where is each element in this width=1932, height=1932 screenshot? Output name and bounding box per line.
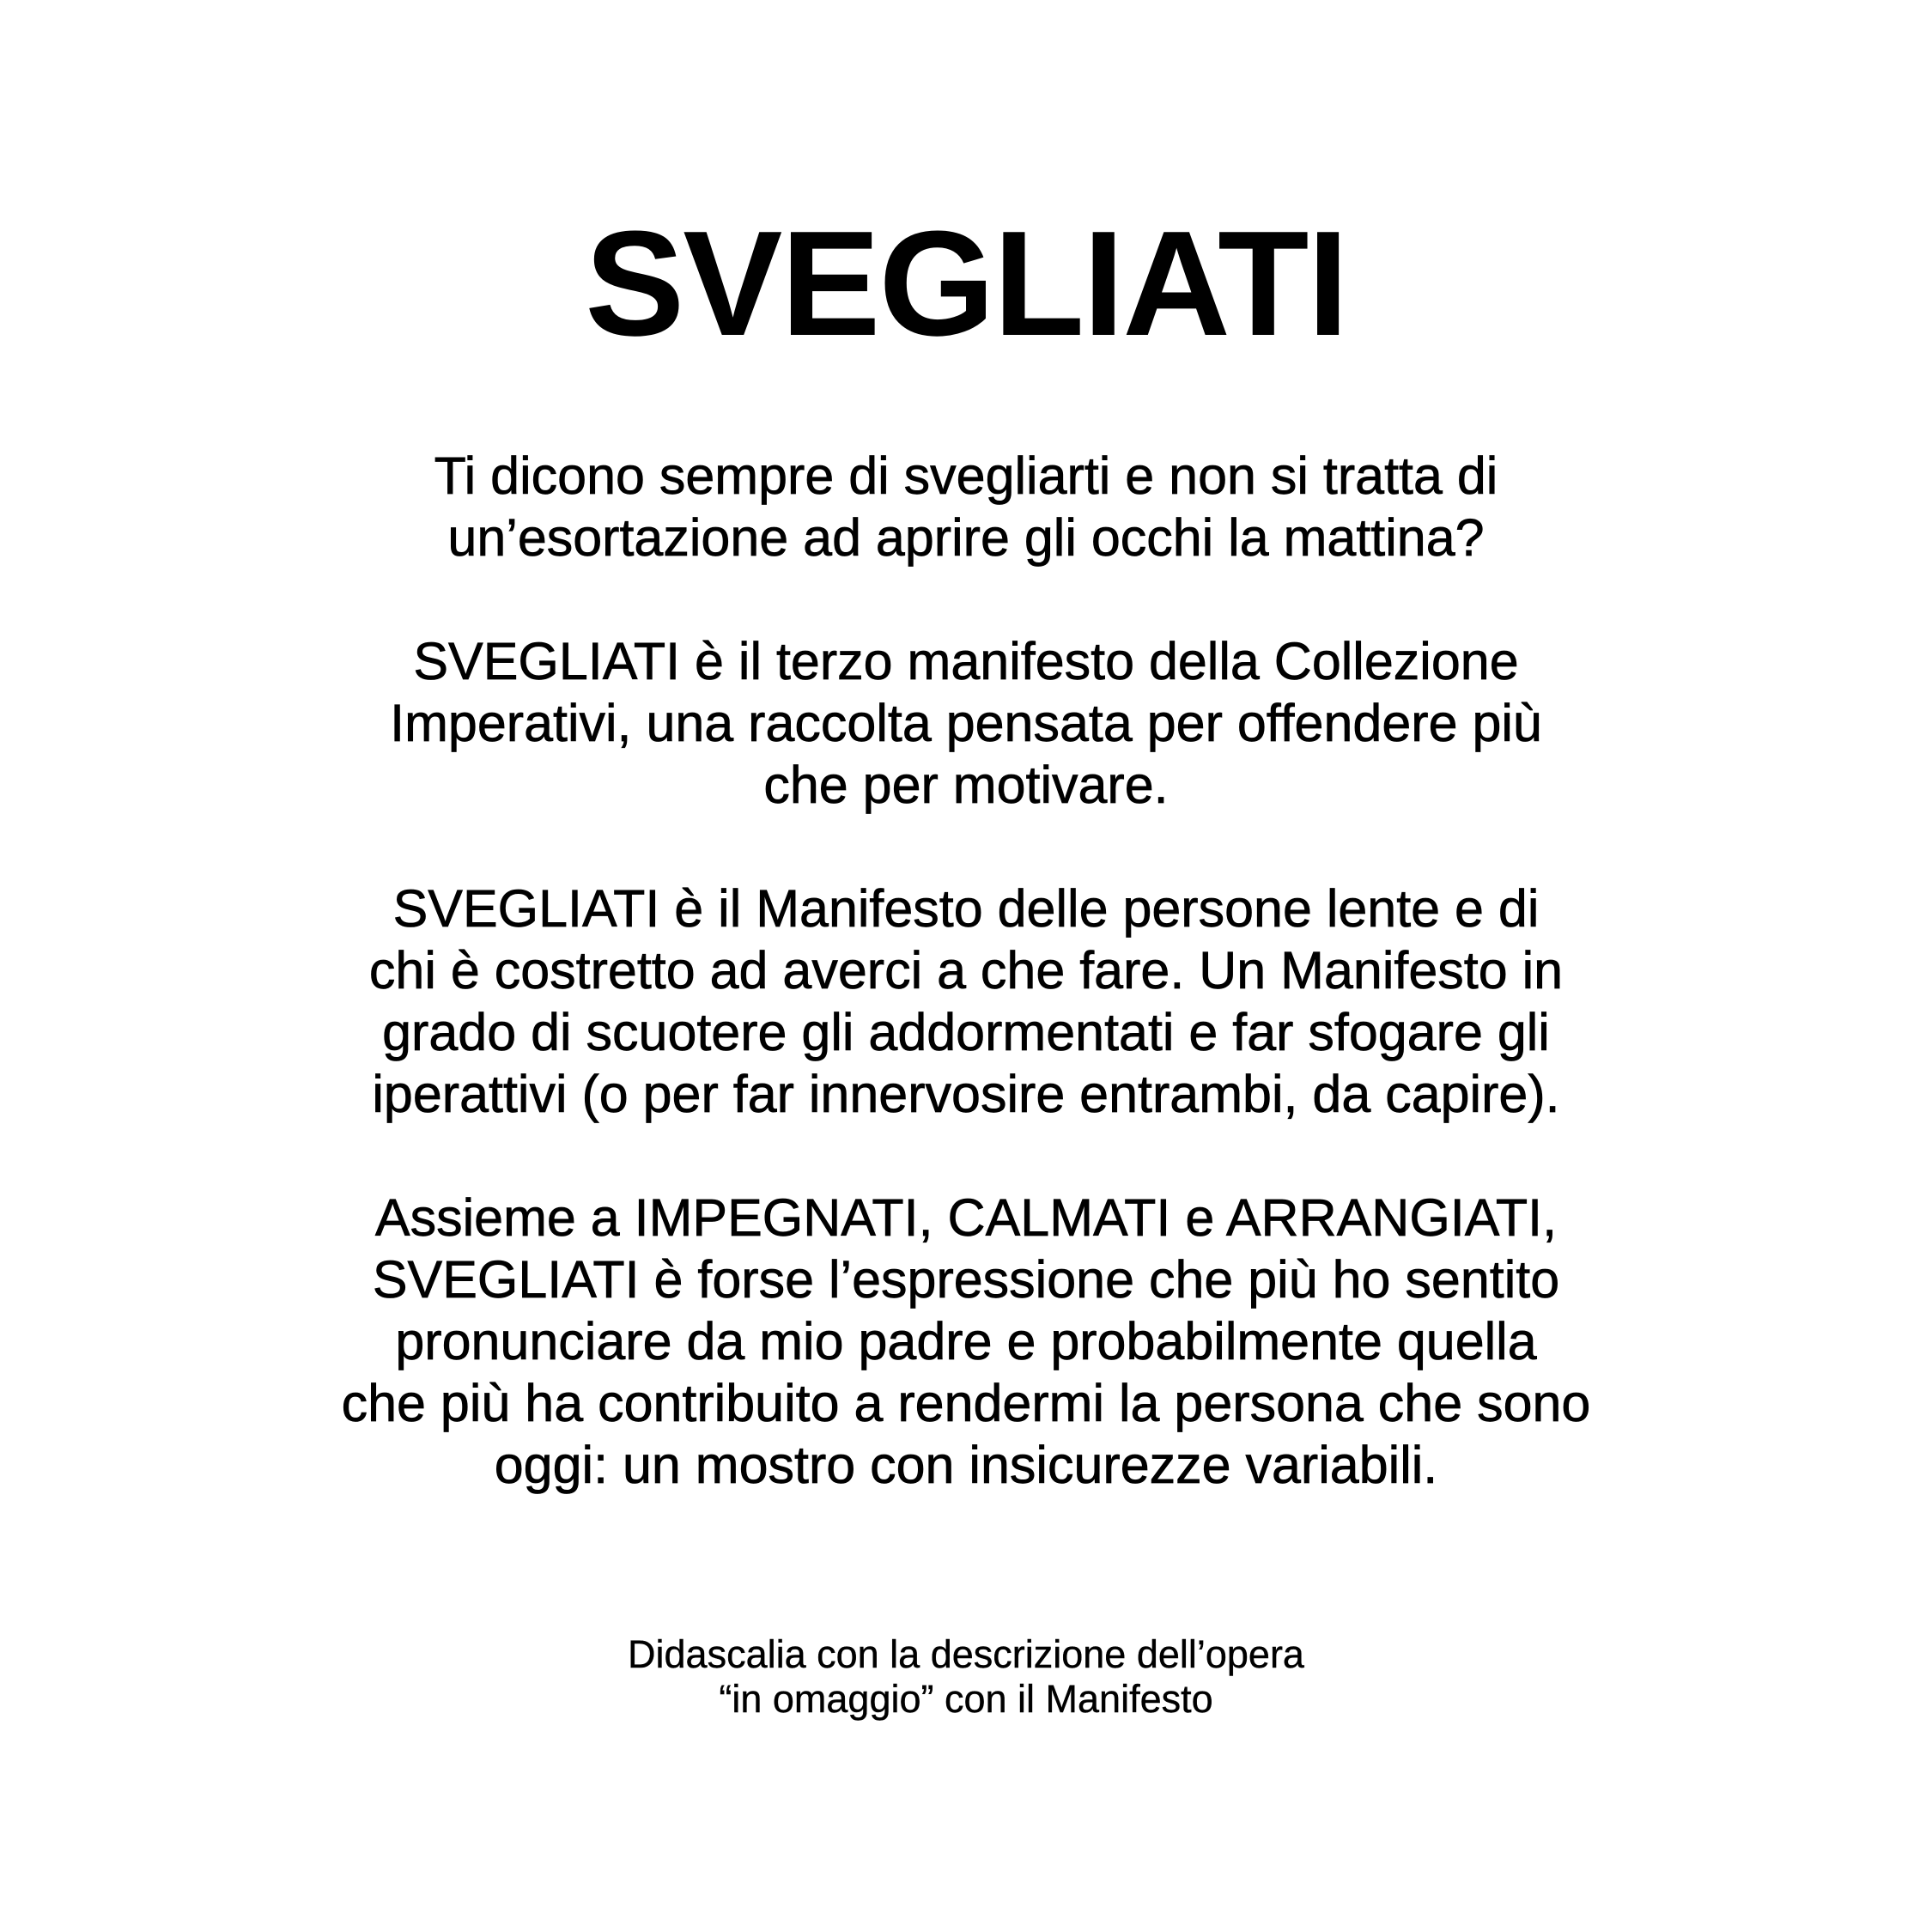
paragraph-collection [193, 630, 1739, 816]
text-line: chi è costretto ad averci a che fare. Un Manifesto in [368, 941, 1564, 999]
text-line: Assieme a IMPEGNATI, CALMATI e ARRANGIATI, [374, 1188, 1558, 1247]
caption-line: “in omaggio” con il Manifesto [719, 1677, 1213, 1721]
paragraph-origin [193, 1187, 1739, 1496]
text-line: pronunciare da mio padre e probabilmente quella [395, 1312, 1537, 1370]
paragraph-description [193, 878, 1739, 1125]
caption [0, 1632, 1932, 1722]
page-title: SVEGLIATI [585, 199, 1347, 367]
text-line: Imperativi, una raccolta pensata per offendere più [390, 694, 1542, 752]
text-line: oggi: un mostro con insicurezze variabili. [494, 1436, 1438, 1494]
text-line: SVEGLIATI è il Manifesto delle persone lente e di [392, 879, 1540, 938]
text-line: Ti dicono sempre di svegliarti e non si tratta di [434, 447, 1498, 505]
text-line: un’esortazione ad aprire gli occhi la mattina? [447, 508, 1485, 567]
text-line: grado di scuotere gli addormentati e far sfogare gli [382, 1003, 1550, 1061]
text-line: iperattivi (o per far innervosire entrambi, da capire). [372, 1065, 1560, 1123]
text-line: che più ha contribuito a rendermi la persona che sono [341, 1374, 1591, 1432]
text-line: SVEGLIATI è il terzo manifesto della Collezione [413, 632, 1519, 690]
text-line: SVEGLIATI è forse l’espressione che più ho sentito [372, 1250, 1560, 1309]
paragraph-intro [193, 445, 1739, 568]
manifesto-text [193, 445, 1739, 1558]
text-line: che per motivare. [763, 756, 1169, 814]
caption-line: Didascalia con la descrizione dell’opera [628, 1632, 1304, 1676]
